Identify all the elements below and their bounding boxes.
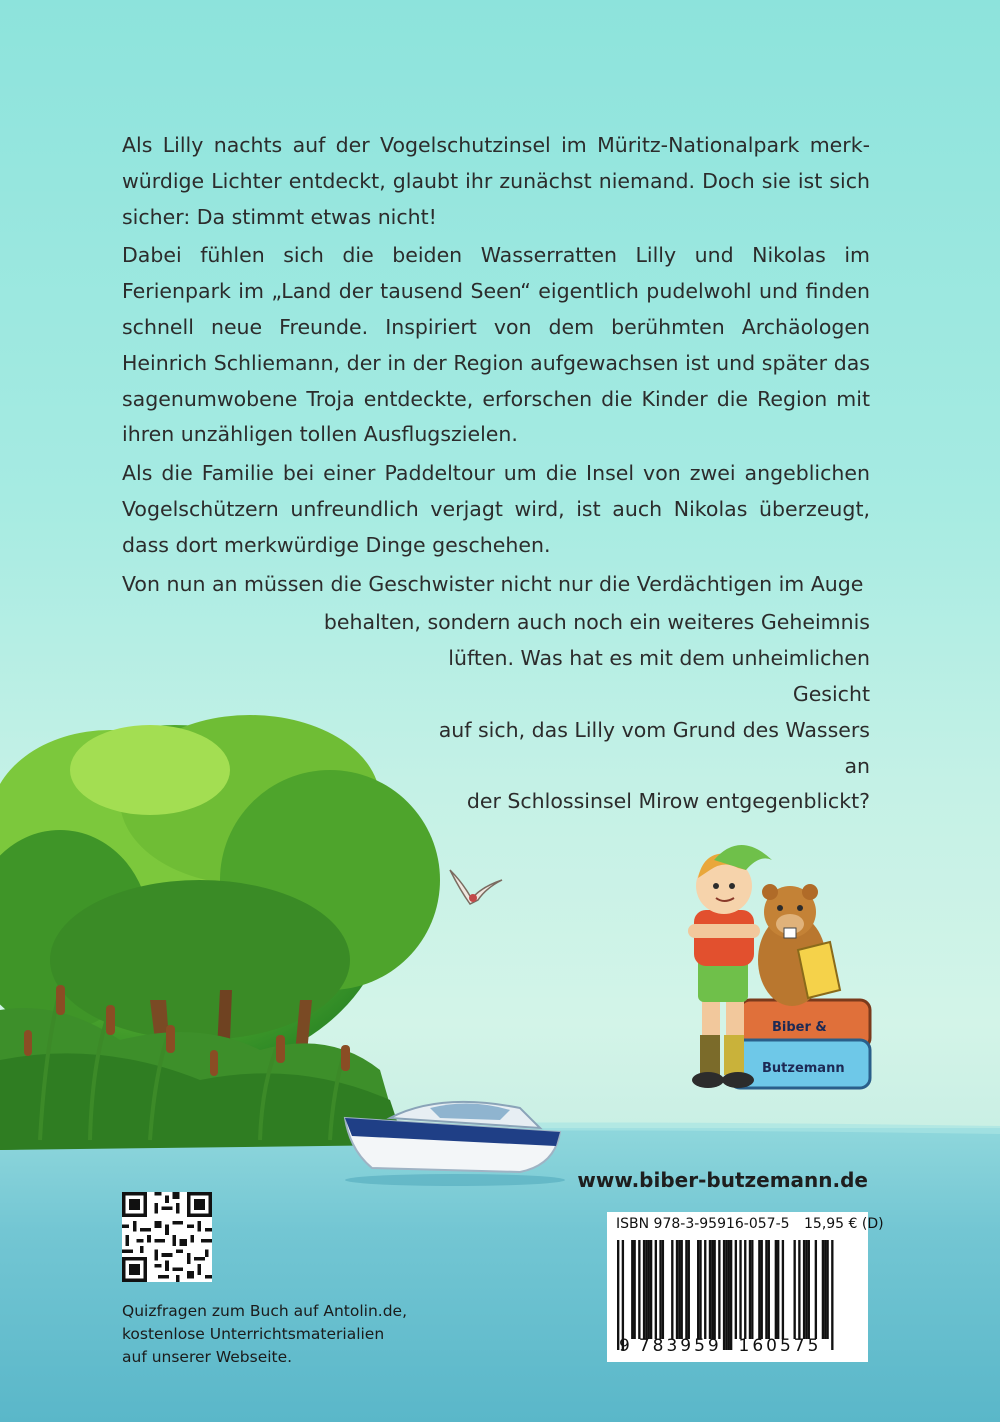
publisher-website[interactable]: www.biber-butzemann.de: [577, 1168, 868, 1192]
barcode-bar: [631, 1240, 633, 1339]
barcode-bar: [655, 1240, 657, 1339]
barcode-bar: [730, 1240, 732, 1350]
barcode-bar: [645, 1240, 647, 1339]
barcode-bar: [676, 1240, 678, 1339]
barcode-bar: [765, 1240, 767, 1339]
barcode-bar: [826, 1240, 828, 1339]
blurb-tail-line-4: der Schlossinsel Mirow entgegenblickt?: [466, 789, 870, 814]
qr-caption-line: Quizfragen zum Buch auf Antolin.de,: [122, 1302, 407, 1320]
isbn-number: ISBN 978-3-95916-057-5: [616, 1216, 790, 1232]
barcode-bar: [681, 1240, 683, 1339]
blurb-paragraph-1: Als Lilly nachts auf der Vogelschutzinsel im Müritz-Nationalpark merkwürdige Lichter entdeckt, glaubt ihr zunächst niemand. Doch sie ist sich sicher: Da stimmt etwas nicht!: [122, 133, 870, 229]
barcode-bar: [713, 1240, 715, 1339]
isbn-price-line: [616, 1216, 884, 1232]
barcode-bar: [643, 1240, 645, 1339]
barcode-bar: [793, 1240, 795, 1339]
barcode-bar: [739, 1240, 741, 1339]
blurb-paragraph-4: Von nun an müssen die Geschwister nicht nur die Verdächtigen im Auge: [122, 571, 864, 596]
barcode-bar: [622, 1240, 624, 1350]
barcode-bar: [697, 1240, 699, 1339]
mascot-boy-and-beaver: [688, 845, 870, 1088]
barcode-bar: [638, 1240, 640, 1339]
barcode-bar: [744, 1240, 746, 1339]
badge-line1: Biber &: [772, 1020, 827, 1035]
barcode-bar: [659, 1240, 661, 1339]
barcode-bar: [662, 1240, 664, 1339]
barcode-bar: [688, 1240, 690, 1339]
barcode-bar: [671, 1240, 673, 1339]
barcode-bar: [728, 1240, 730, 1350]
blurb-paragraph-3: Als die Familie bei einer Paddeltour um die Insel von zwei angeblichen Vogelschützern unfreundlich verjagt wird, ist auch Nikolas überzeugt, dass dort merkwürdige Dinge geschehen.: [122, 461, 870, 557]
barcode-bar: [822, 1240, 824, 1339]
barcode-bar: [735, 1240, 737, 1339]
back-cover-blurb: [122, 128, 870, 820]
barcode-bar: [633, 1240, 635, 1339]
barcode-bar: [824, 1240, 826, 1339]
barcode-bar: [831, 1240, 833, 1350]
barcode-bar: [725, 1240, 727, 1350]
qr-code[interactable]: [122, 1192, 212, 1282]
barcode-bar: [758, 1240, 760, 1339]
barcode-bar: [678, 1240, 680, 1339]
barcode-bar: [685, 1240, 687, 1339]
blurb-tail-line-1: behalten, sondern auch noch ein weiteres Geheimnis: [323, 610, 870, 635]
blurb-tail-line-2: lüften. Was hat es mit dem unheimlichen Gesicht: [448, 646, 870, 706]
barcode-bar: [711, 1240, 713, 1339]
blurb-paragraph-2: Dabei fühlen sich die beiden Wasserratten Lilly und Nikolas im Ferienpark im „Land der tausend Seen“ eigentlich pudelwohl und finden schnell neue Freunde. Inspiriert von dem berühmten Archäologen Heinrich Schliemann, der in der Region aufgewachsen ist und später das sagenumwobene Troja entdeckte, erforschen die Kinder die Region mit ihren unzähligen tollen Ausflugszielen.: [122, 243, 870, 447]
barcode-bar: [704, 1240, 706, 1339]
qr-caption-line: kostenlose Unterrichtsmaterialien: [122, 1325, 385, 1343]
barcode-bar: [805, 1240, 807, 1339]
barcode-bar: [617, 1240, 619, 1350]
price: 15,95 € (D): [804, 1216, 884, 1232]
qr-caption-line: auf unserer Webseite.: [122, 1348, 293, 1366]
isbn-barcode-box: [607, 1212, 884, 1362]
barcode-bar: [699, 1240, 701, 1339]
barcode-bar: [815, 1240, 817, 1339]
barcode-bar: [648, 1240, 650, 1339]
barcode-bar: [768, 1240, 770, 1339]
barcode-bar: [723, 1240, 725, 1350]
barcode-bar: [782, 1240, 784, 1339]
barcode-bar: [650, 1240, 652, 1339]
blurb-tail-line-3: auf sich, das Lilly vom Grund des Wassers an: [438, 717, 870, 778]
badge-line2: Butzemann: [762, 1061, 845, 1076]
barcode-digits-group1: 783959: [638, 1336, 722, 1356]
barcode-bar: [808, 1240, 810, 1339]
seagull: [450, 870, 502, 904]
barcode-bar: [709, 1240, 711, 1339]
barcode-bars: [617, 1240, 860, 1350]
barcode-digits: [619, 1336, 821, 1356]
barcode-bar: [751, 1240, 753, 1339]
barcode-bar: [761, 1240, 763, 1339]
barcode-digits-lead: 9: [619, 1336, 633, 1356]
qr-caption: [122, 1300, 482, 1369]
barcode-bar: [718, 1240, 720, 1339]
barcode-bar: [798, 1240, 800, 1339]
barcode-bar: [749, 1240, 751, 1339]
barcode-digits-group2: 160575: [738, 1336, 822, 1356]
barcode-bar: [777, 1240, 779, 1339]
barcode-bar: [803, 1240, 805, 1339]
barcode-bar: [775, 1240, 777, 1339]
